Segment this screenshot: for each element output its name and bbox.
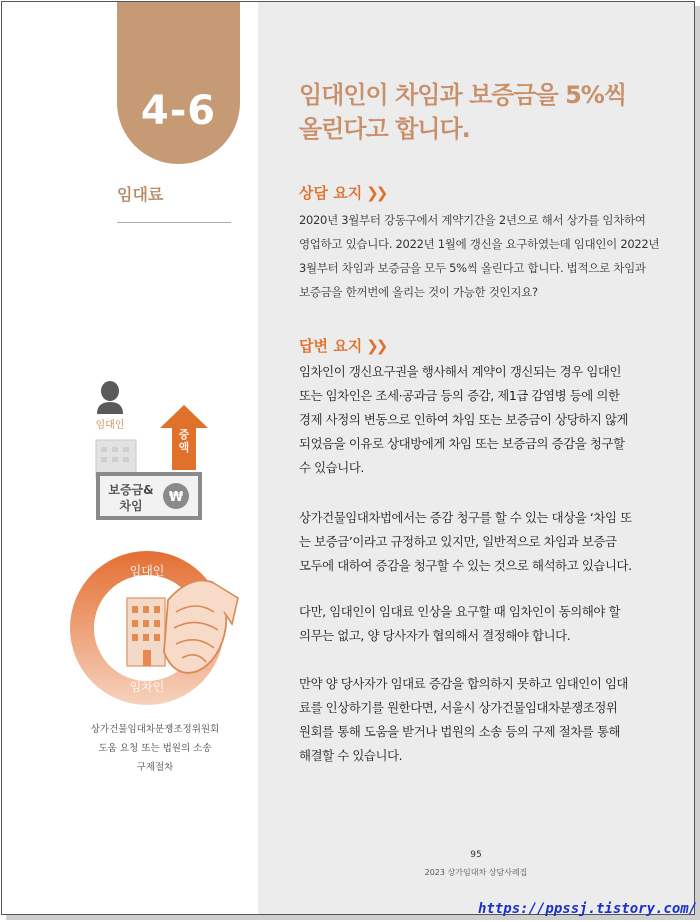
answer-line: 는 보증금’이라고 규정하고 있지만, 일반적으로 차임과 보증금 (299, 534, 617, 549)
answer-paragraph-2 (299, 506, 671, 578)
answer-line: 모두에 대하여 증감을 청구할 수 있는 것으로 해석하고 있습니다. (299, 558, 632, 573)
consult-line: 3월부터 차임과 보증금을 모두 5%씩 올린다고 합니다. 법적으로 차임과 (299, 261, 646, 275)
person-icon (97, 381, 123, 414)
consult-line: 2020년 3월부터 강동구에서 계약기간을 2년으로 해서 상가를 임차하여 (299, 213, 646, 227)
consult-text (299, 208, 671, 304)
increase-label: 증액 (178, 428, 190, 454)
consult-heading (299, 182, 385, 203)
answer-line: 의무는 없고, 양 당사자가 협의해서 결정해야 합니다. (299, 628, 571, 643)
office-building-icon (127, 598, 165, 666)
caption-line: 도움 요청 또는 법원의 소송 (98, 743, 212, 754)
answer-paragraph-3 (299, 600, 671, 648)
answer-line: 해결할 수 있습니다. (299, 748, 403, 763)
title-line-1: 임대인이 차임과 보증금을 5%씩 (299, 81, 627, 109)
handshake-icon (164, 580, 238, 672)
chevron-right-icon: ❯❯ (366, 184, 386, 202)
consult-line: 영업하고 있습니다. 2022년 1월에 갱신을 요구하였는데 임대인이 2022년 (299, 237, 660, 251)
answer-line: 되었음을 이유로 상대방에게 차임 또는 보증금의 증감을 청구할 (299, 436, 625, 451)
book-title: 2023 상가임대차 상담사례집 (424, 868, 528, 877)
chevron-right-icon: ❯❯ (366, 337, 386, 355)
answer-line: 다만, 임대인이 임대료 인상을 요구할 때 임차인이 동의해야 할 (299, 604, 621, 619)
landlord-label: 임대인 (95, 420, 125, 431)
ring-top-label: 임대인 (129, 564, 165, 578)
consult-line: 보증금을 한꺼번에 올리는 것이 가능한 것인지요? (299, 285, 538, 299)
bill-label-1: 보증금& (108, 483, 154, 497)
answer-line: 임차인이 갱신요구권을 행사해서 계약이 갱신되는 경우 임대인 (299, 364, 622, 379)
won-icon: ₩ (168, 490, 184, 505)
illustration-caption (60, 720, 250, 777)
section-number: 4-6 (140, 88, 217, 134)
page-title (299, 78, 679, 146)
title-line-2: 올린다고 합니다. (299, 115, 470, 143)
answer-heading (299, 335, 385, 356)
illustration (0, 0, 258, 720)
section-category: 임대료 (117, 185, 164, 204)
consult-heading-label: 상담 요지 (299, 184, 363, 202)
answer-line: 또는 임차인은 조세·공과금 등의 증감, 제1급 감염병 등에 의한 (299, 388, 620, 403)
answer-line: 료를 인상하기를 원한다면, 서울시 상가건물임대차분쟁조정위 (299, 700, 618, 715)
answer-line: 만약 양 당사자가 임대료 증감을 합의하지 못하고 임대인이 임대 (299, 676, 629, 691)
watermark-link[interactable]: https://ppssj.tistory.com/ (478, 901, 698, 917)
answer-line: 상가건물임대차법에서는 증감 청구를 할 수 있는 대상을 ‘차임 또 (299, 510, 632, 525)
ring-bottom-label: 임차인 (129, 680, 165, 694)
caption-line: 상가건물임대차분쟁조정위원회 (90, 724, 220, 735)
answer-heading-label: 답변 요지 (299, 337, 363, 355)
page-number: 95 (470, 850, 482, 860)
answer-line: 원회를 통해 도움을 받거나 법원의 소송 등의 구제 절차를 통해 (299, 724, 621, 739)
bill-label-2: 차임 (119, 499, 143, 513)
answer-paragraph-4 (299, 672, 671, 768)
caption-line: 구제절차 (136, 762, 174, 773)
answer-paragraph-1 (299, 360, 671, 480)
answer-line: 수 있습니다. (299, 460, 364, 475)
answer-line: 경제 사정의 변동으로 인하여 차임 또는 보증금이 상당하지 않게 (299, 412, 629, 427)
